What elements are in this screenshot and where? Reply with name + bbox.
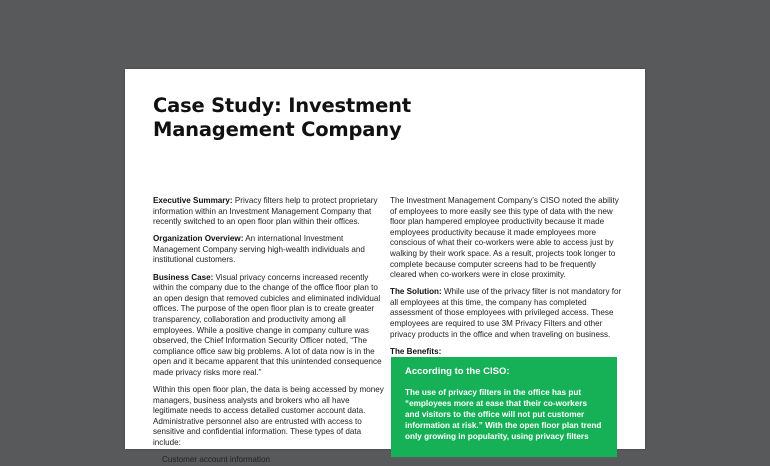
- executive-summary: [153, 196, 385, 228]
- organization-overview: [153, 234, 385, 266]
- document-page: [125, 69, 645, 465]
- executive-summary-text: Privacy filters help to protect proprietary information within an Investment Management Company that recently switched to an open floor plan within their offices.: [153, 196, 378, 227]
- solution-text: While use of the privacy filter is not mandatory for all employees at this time, the company has completed assessment of those employees with privileged access. These employees are required to use 3M Privacy Filters and other privacy products in the office and when traveling on business.: [390, 287, 622, 339]
- executive-summary-label: Executive Summary:: [153, 196, 233, 205]
- ciso-callout-box: [391, 357, 617, 457]
- solution-label: The Solution:: [390, 287, 442, 297]
- list-item: · Customer account information: [153, 455, 385, 466]
- business-case-text: Visual privacy concerns increased recently within the company due to the change of the office floor plan to an open design that removed cubicles and eliminated individual offices. The purpose of the open floor plan is to create greater transparency, collaboration and productivity among all employees. While a positive change in company culture was observed, the Chief Information Security Officer noted, “The compliance office saw big problems. A lot of data now is in the open and it became apparent that this unintended consequence made privacy risks more real.”: [153, 272, 382, 377]
- benefits-heading: The Benefits:: [390, 346, 442, 356]
- callout-text: The use of privacy filters in the office has put “employees more at ease that their co-workers and visitors to the office will not put customer information at risk.” With the open floor plan trend only growing in popularity, using privacy filters: [405, 388, 602, 441]
- organization-overview-text: An international Investment Management Company serving high-wealth individuals and institutional customers.: [153, 234, 365, 265]
- organization-overview-label: Organization Overview:: [153, 234, 244, 244]
- solution: [390, 287, 622, 340]
- data-types-list: [153, 455, 385, 466]
- business-case-label: Business Case:: [153, 272, 214, 282]
- ciso-paragraph: The Investment Management Company’s CISO noted the ability of employees to more easily see this type of data with the new floor plan hampered employee productivity because it made employees productivity because it made employees more conscious of what their co-workers were able to access just by walking by their work space. As a result, projects took longer to complete because computer screens had to be frequently cleared when co-workers were in close proximity.: [390, 196, 619, 280]
- business-case: [153, 273, 385, 379]
- title-line-1: Case Study: Investment: [153, 94, 411, 117]
- left-column: [153, 196, 385, 466]
- page-title: [153, 94, 453, 142]
- right-column: [390, 196, 622, 364]
- data-access-paragraph: Within this open floor plan, the data is being accessed by money managers, business analysts and brokers who all have legitimate needs to access detailed customer account data. Administrative personnel also are entrusted with access to sensitive and confidential information. These types of data include:: [153, 385, 384, 447]
- title-line-2: Management Company: [153, 118, 402, 141]
- callout-heading: According to the CISO:: [405, 366, 510, 377]
